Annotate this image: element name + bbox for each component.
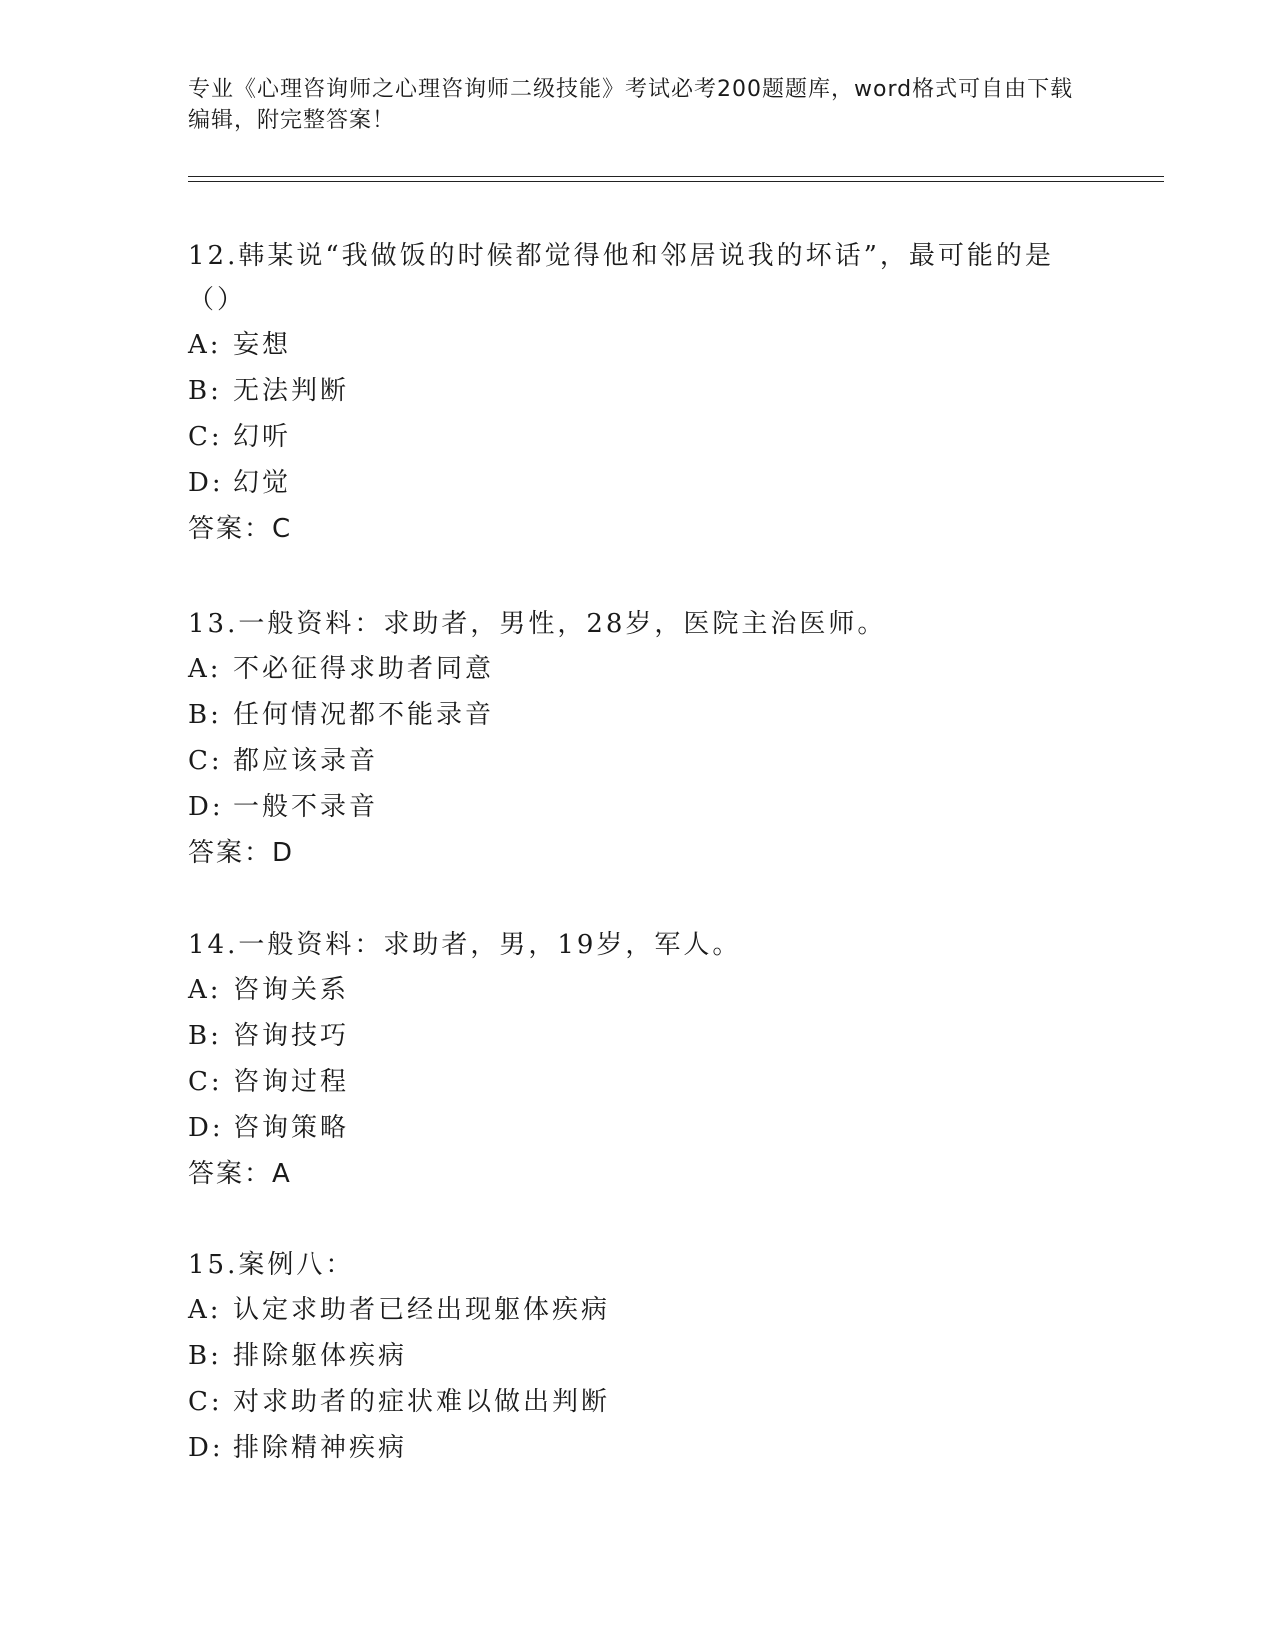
option-a <box>188 1287 1088 1333</box>
option-text: 认定求助者已经出现躯体疾病 <box>233 1295 611 1325</box>
option-c <box>188 738 1088 784</box>
option-letter: C: <box>188 422 223 452</box>
option-text: 不必征得求助者同意 <box>233 654 495 684</box>
option-a <box>188 967 1088 1013</box>
option-c <box>188 1379 1088 1425</box>
option-text: 幻觉 <box>233 468 292 498</box>
option-d <box>188 784 1088 830</box>
option-text: 幻听 <box>233 422 292 452</box>
option-letter: D: <box>188 792 224 822</box>
option-b <box>188 1013 1088 1059</box>
option-letter: B: <box>188 1021 222 1051</box>
option-letter: C: <box>188 746 223 776</box>
option-text: 排除躯体疾病 <box>233 1341 408 1371</box>
option-text: 咨询技巧 <box>233 1021 350 1051</box>
option-letter: A: <box>188 330 222 360</box>
option-c <box>188 1059 1088 1105</box>
option-letter: D: <box>188 1113 224 1143</box>
option-letter: A: <box>188 654 222 684</box>
question-12 <box>188 234 1088 552</box>
option-b <box>188 1333 1088 1379</box>
option-a <box>188 322 1088 368</box>
option-letter: B: <box>188 700 222 730</box>
option-letter: C: <box>188 1067 223 1097</box>
option-letter: A: <box>188 975 222 1005</box>
option-text: 咨询策略 <box>233 1113 350 1143</box>
answer-label: 答案：C <box>188 514 293 544</box>
option-letter: B: <box>188 1341 222 1371</box>
option-d <box>188 460 1088 506</box>
option-text: 咨询过程 <box>233 1067 350 1097</box>
option-text: 无法判断 <box>233 376 350 406</box>
option-text: 咨询关系 <box>233 975 350 1005</box>
answer-label: 答案：A <box>188 1159 292 1189</box>
header-divider-bottom <box>188 181 1164 182</box>
header-divider-top <box>188 176 1164 177</box>
option-text: 任何情况都不能录音 <box>233 700 495 730</box>
option-d <box>188 1425 1088 1471</box>
question-stem: 13.一般资料：求助者，男性，28岁，医院主治医师。 <box>188 609 887 639</box>
option-text: 排除精神疾病 <box>233 1433 408 1463</box>
question-stem: 14.一般资料：求助者，男，19岁，军人。 <box>188 930 742 960</box>
option-text: 妄想 <box>233 330 292 360</box>
option-letter: D: <box>188 1433 224 1463</box>
question-13 <box>188 602 1088 876</box>
option-d <box>188 1105 1088 1151</box>
option-letter: A: <box>188 1295 222 1325</box>
option-b <box>188 692 1088 738</box>
option-letter: C: <box>188 1387 223 1417</box>
question-14 <box>188 923 1088 1197</box>
option-text: 对求助者的症状难以做出判断 <box>233 1387 611 1417</box>
option-text: 一般不录音 <box>233 792 379 822</box>
option-b <box>188 368 1088 414</box>
document-header-text: 专业《心理咨询师之心理咨询师二级技能》考试必考200题题库，word格式可自由下载编辑，附完整答案！ <box>188 77 1074 133</box>
option-letter: D: <box>188 468 224 498</box>
option-letter: B: <box>188 376 222 406</box>
question-15 <box>188 1243 1088 1471</box>
answer-label: 答案：D <box>188 838 295 868</box>
question-stem: 15.案例八： <box>188 1250 355 1280</box>
question-stem: 12.韩某说“我做饭的时候都觉得他和邻居说我的坏话”，最可能的是（） <box>188 241 1054 315</box>
option-text: 都应该录音 <box>233 746 379 776</box>
option-a <box>188 646 1088 692</box>
option-c <box>188 414 1088 460</box>
